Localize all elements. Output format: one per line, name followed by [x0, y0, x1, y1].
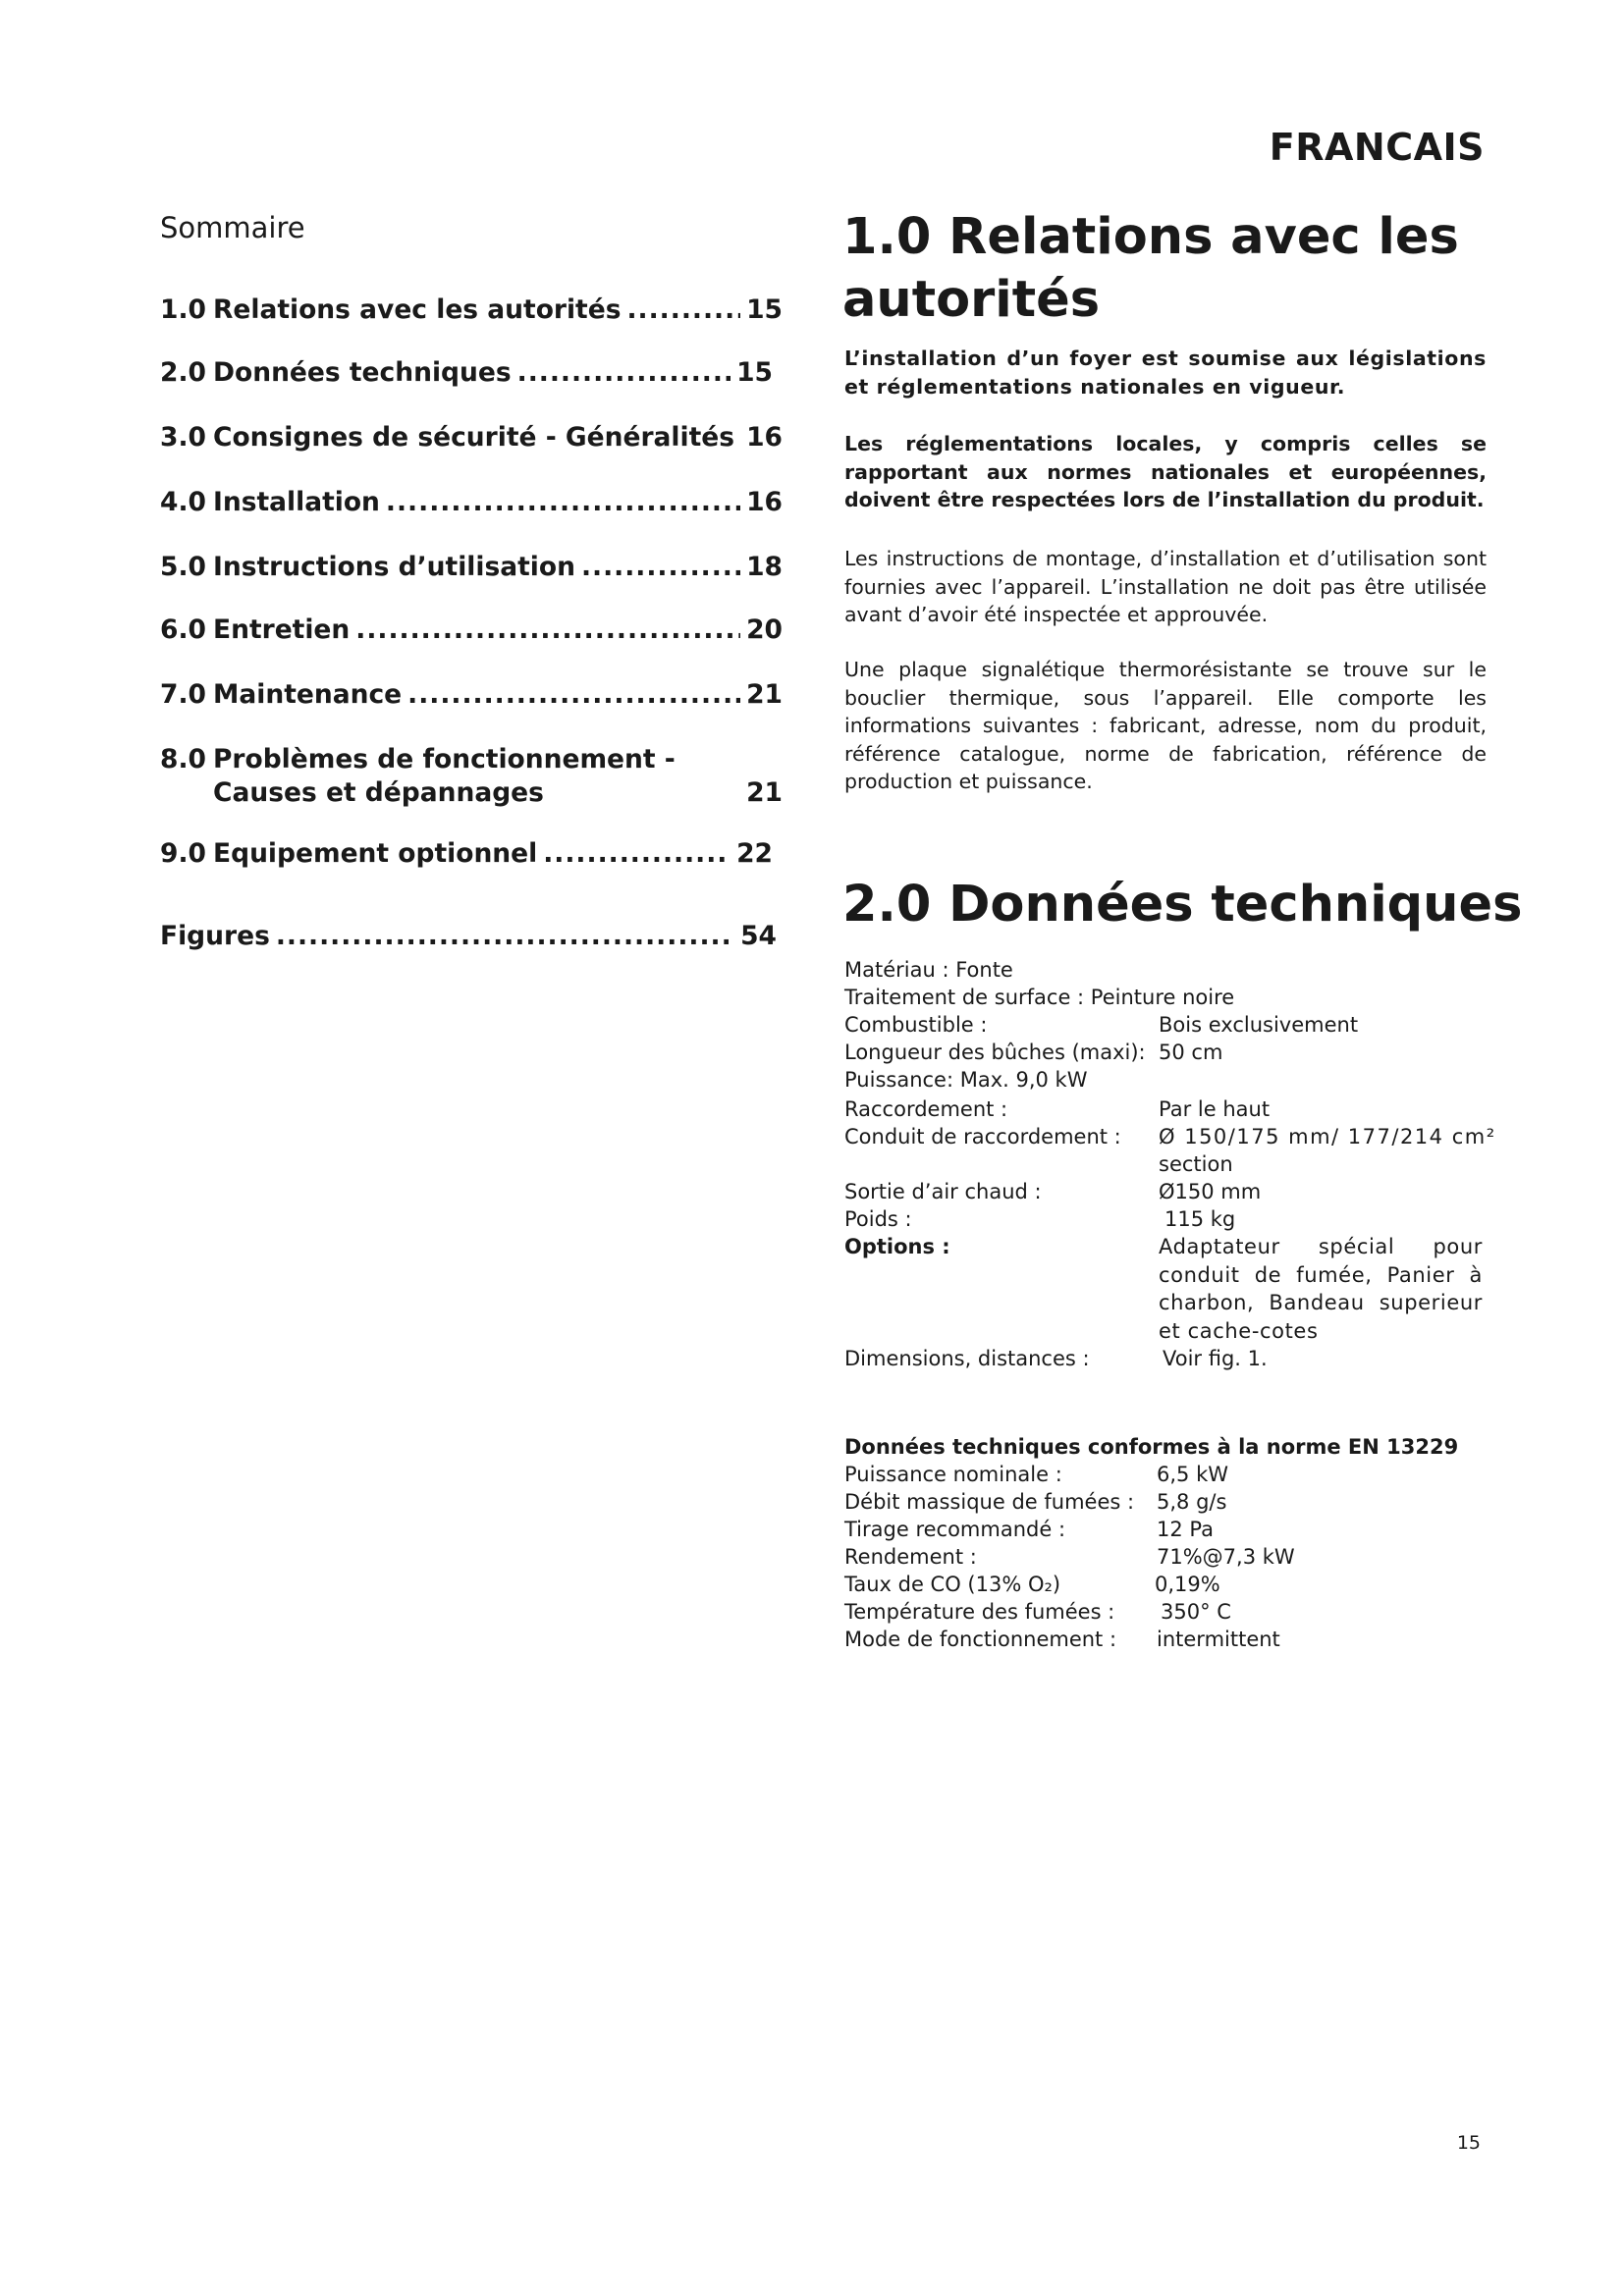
toc-item-title: Figures: [160, 921, 270, 951]
toc-item-page: 22: [736, 838, 773, 869]
toc-item-title: Consignes de sécurité - Généralités: [213, 422, 735, 453]
toc-item-page: 15: [746, 294, 783, 325]
toc-item-title: Equipement optionnel: [213, 838, 538, 869]
toc-item[interactable]: [160, 921, 777, 951]
toc-item[interactable]: [160, 744, 681, 774]
norm-label: Rendement :: [844, 1545, 977, 1569]
toc-item-number: 8.0: [160, 744, 206, 774]
section1-heading-line2: autorités: [842, 271, 1101, 329]
toc-item-title: Données techniques: [213, 357, 512, 388]
spec-dimensions-label: Dimensions, distances :: [844, 1347, 1090, 1370]
section1-heading: [842, 206, 1459, 332]
toc-item-page: 21: [746, 679, 783, 710]
section1-paragraph-1: L’installation d’un foyer est soumise aux législations et réglementations nationales en vigueur.: [844, 347, 1487, 399]
spec-sortie-value: Ø150 mm: [1159, 1180, 1262, 1203]
norm-value: 12 Pa: [1157, 1518, 1214, 1541]
toc-leader-dots: [407, 679, 740, 710]
toc-item[interactable]: [160, 422, 783, 453]
norm-value: 71%@7,3 kW: [1157, 1545, 1295, 1569]
toc-item-page: 16: [746, 422, 783, 453]
norm-value: 350° C: [1161, 1600, 1231, 1624]
spec-raccordement-label: Raccordement :: [844, 1097, 1008, 1121]
spec-conduit-value-2: section: [1159, 1152, 1233, 1176]
toc-item[interactable]: [160, 357, 773, 388]
spec-combustible-value: Bois exclusivement: [1159, 1013, 1359, 1037]
toc-leader-dots: [626, 294, 740, 325]
spec-conduit-label: Conduit de raccordement :: [844, 1125, 1121, 1148]
spec-poids-value: 115 kg: [1164, 1207, 1236, 1231]
section1-paragraph-2: Les réglementations locales, y compris celles se rapportant aux normes nationales et européennes, doivent être respectées lors de l’installation du produit.: [844, 432, 1487, 511]
toc-item-number: 4.0: [160, 487, 206, 517]
norm-label: Débit massique de fumées :: [844, 1490, 1135, 1514]
toc-item-number: 7.0: [160, 679, 206, 710]
toc-leader-dots: [386, 487, 740, 517]
section1-paragraph-4: Une plaque signalétique thermorésistante se trouve sur le bouclier thermique, sous l’appareil. Elle comporte les informations suivantes : fabricant, adresse, nom du produit, référence catalogue, norme de fabrication, référence de production et puissance.: [844, 658, 1487, 793]
toc-leader-dots: [517, 357, 731, 388]
norm-value: 6,5 kW: [1157, 1463, 1228, 1486]
norm-heading: Données techniques conformes à la norme EN 13229: [844, 1435, 1459, 1459]
toc-item[interactable]: [160, 679, 783, 710]
spec-puissance: Puissance: Max. 9,0 kW: [844, 1068, 1088, 1092]
toc-item[interactable]: [160, 294, 783, 325]
toc-item-page: 21: [746, 777, 783, 808]
toc-item-title: Instructions d’utilisation: [213, 552, 575, 582]
toc-item-number: 2.0: [160, 357, 206, 388]
norm-value: intermittent: [1157, 1628, 1280, 1651]
norm-label: Taux de CO (13% O₂): [844, 1573, 1061, 1596]
toc-item-page: 16: [746, 487, 783, 517]
toc-item-page: 18: [746, 552, 783, 582]
toc-item[interactable]: [160, 487, 783, 517]
norm-label: Tirage recommandé :: [844, 1518, 1066, 1541]
spec-longueur-label: Longueur des bûches (maxi):: [844, 1041, 1146, 1064]
toc-leader-dots: [355, 614, 740, 645]
toc-item-number: 3.0: [160, 422, 206, 453]
spec-longueur-value: 50 cm: [1159, 1041, 1223, 1064]
norm-label: Mode de fonctionnement :: [844, 1628, 1117, 1651]
toc-item-continuation[interactable]: [213, 777, 783, 808]
norm-value: 0,19%: [1155, 1573, 1220, 1596]
spec-materiau: Matériau : Fonte: [844, 958, 1013, 982]
norm-label: Puissance nominale :: [844, 1463, 1062, 1486]
norm-value: 5,8 g/s: [1157, 1490, 1227, 1514]
spec-poids-label: Poids :: [844, 1207, 912, 1231]
section1-paragraph-3: Les instructions de montage, d’installation et d’utilisation sont fournies avec l’appareil. L’installation ne doit pas être utilisée avant d’avoir été inspectée et approuvée.: [844, 547, 1487, 626]
spec-combustible-label: Combustible :: [844, 1013, 988, 1037]
spec-dimensions-value: Voir fig. 1.: [1163, 1347, 1268, 1370]
spec-options-value: Adaptateur spécial pour conduit de fumée, Panier à charbon, Bandeau superieur et cache-cotes: [1159, 1235, 1483, 1343]
toc-item-page: 54: [740, 921, 777, 951]
toc-item-page: 20: [746, 614, 783, 645]
toc-item-title: Maintenance: [213, 679, 403, 710]
toc-item-number: 5.0: [160, 552, 206, 582]
toc-item-number: 6.0: [160, 614, 206, 645]
toc-item-number: 9.0: [160, 838, 206, 869]
toc-leader-dots: [276, 921, 734, 951]
section2-heading: 2.0 Données techniques: [842, 876, 1523, 934]
toc-item-number: 1.0: [160, 294, 206, 325]
toc-item-title: Entretien: [213, 614, 351, 645]
toc-item-title: Installation: [213, 487, 380, 517]
spec-raccordement-value: Par le haut: [1159, 1097, 1271, 1121]
toc-item-title: Relations avec les autorités: [213, 294, 622, 325]
toc-item-title: Problèmes de fonctionnement -: [213, 744, 676, 774]
toc-leader-dots: [581, 552, 740, 582]
language-label: FRANCAIS: [1269, 126, 1485, 169]
norm-label: Température des fumées :: [844, 1600, 1115, 1624]
spec-sortie-label: Sortie d’air chaud :: [844, 1180, 1042, 1203]
toc-title: Sommaire: [160, 211, 305, 244]
toc-item[interactable]: [160, 614, 783, 645]
section1-heading-line1: 1.0 Relations avec les: [842, 208, 1459, 266]
toc-item[interactable]: [160, 552, 783, 582]
toc-leader-dots: [543, 838, 731, 869]
spec-options-label: Options :: [844, 1235, 950, 1258]
toc-item-subtitle: Causes et dépannages: [213, 777, 544, 808]
spec-traitement: Traitement de surface : Peinture noire: [844, 986, 1235, 1009]
toc-item-page: 15: [736, 357, 773, 388]
page-number: 15: [1456, 2132, 1481, 2154]
toc-item[interactable]: [160, 838, 773, 869]
spec-conduit-value: Ø 150/175 mm/ 177/214 cm²: [1159, 1125, 1496, 1148]
